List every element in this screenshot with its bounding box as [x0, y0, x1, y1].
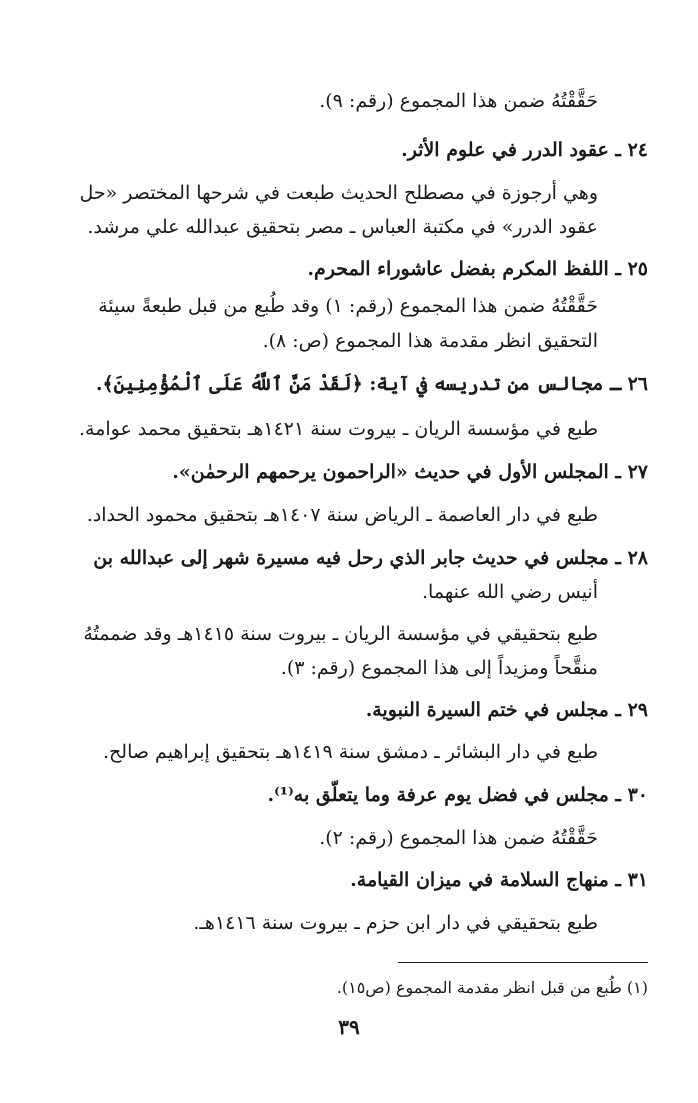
entry-title: ٢٦ ـ مجالس من تدريسه في آية: ﴿لَقَدْ مَنَّ ٱللَّهُ عَلَى ٱلْمُؤْمِنِينَ﴾.	[95, 373, 648, 395]
text-line: التحقيق انظر مقدمة هذا المجموع (ص: ٨).	[262, 330, 598, 352]
text-line: طبع في دار البشائر ـ دمشق سنة ١٤١٩هـ بتحقيق إبراهيم صالح.	[103, 741, 598, 763]
text-line: طبع في مؤسسة الريان ـ بيروت سنة ١٤٢١هـ بتحقيق محمد عوامة.	[78, 418, 598, 440]
entry-title: ٢٥ ـ اللفظ المكرم بفضل عاشوراء المحرم.	[307, 258, 648, 280]
entry-title: ٣١ ـ منهاج السلامة في ميزان القيامة.	[350, 869, 648, 891]
entry-title: ٢٤ ـ عقود الدرر في علوم الأثر.	[401, 139, 648, 161]
text-line: أنيس رضي الله عنهما.	[422, 581, 598, 603]
text-line: طبع في دار العاصمة ـ الرياض سنة ١٤٠٧هـ بتحقيق محمود الحداد.	[86, 504, 598, 526]
entry-title: ٣٠ ـ مجلس في فضل يوم عرفة وما يتعلّق به⁽¹⁾.	[267, 784, 648, 806]
text-line: منقَّحاً ومزيداً إلى هذا المجموع (رقم: ٣).	[280, 657, 598, 679]
entry-title: ٢٨ ـ مجلس في حديث جابر الذي رحل فيه مسيرة شهر إلى عبدالله بن	[93, 547, 648, 569]
text-line: حَقَّقْتُهُ ضمن هذا المجموع (رقم: ٢).	[319, 827, 598, 849]
footnote: (١) طُبع من قبل انظر مقدمة المجموع (ص١٥).	[336, 978, 648, 997]
text-line: وهي أرجوزة في مصطلح الحديث طبعت في شرحها المختصر «حل	[79, 182, 598, 204]
text-line: حَقَّقْتُهُ ضمن هذا المجموع (رقم: ١) وقد طُبع من قبل طبعةً سيئة	[98, 295, 598, 317]
text-line: عقود الدرر» في مكتبة العباس ـ مصر بتحقيق عبدالله علي مرشد.	[87, 216, 598, 238]
text-line: طبع بتحقيقي في مؤسسة الريان ـ بيروت سنة ١٤١٥هـ وقد ضممتُهُ	[83, 623, 598, 645]
entry-title: ٢٩ ـ مجلس في ختم السيرة النبوية.	[365, 699, 648, 721]
page-number: ٣٩	[338, 1015, 360, 1039]
text-line: طبع بتحقيقي في دار ابن حزم ـ بيروت سنة ١٤١٦هـ.	[193, 912, 598, 934]
text-line: حَقَّقْتُهُ ضمن هذا المجموع (رقم: ٩).	[319, 90, 598, 112]
entry-title: ٢٧ ـ المجلس الأول في حديث «الراحمون يرحمهم الرحمٰن».	[172, 461, 648, 483]
footnote-divider	[398, 962, 648, 963]
